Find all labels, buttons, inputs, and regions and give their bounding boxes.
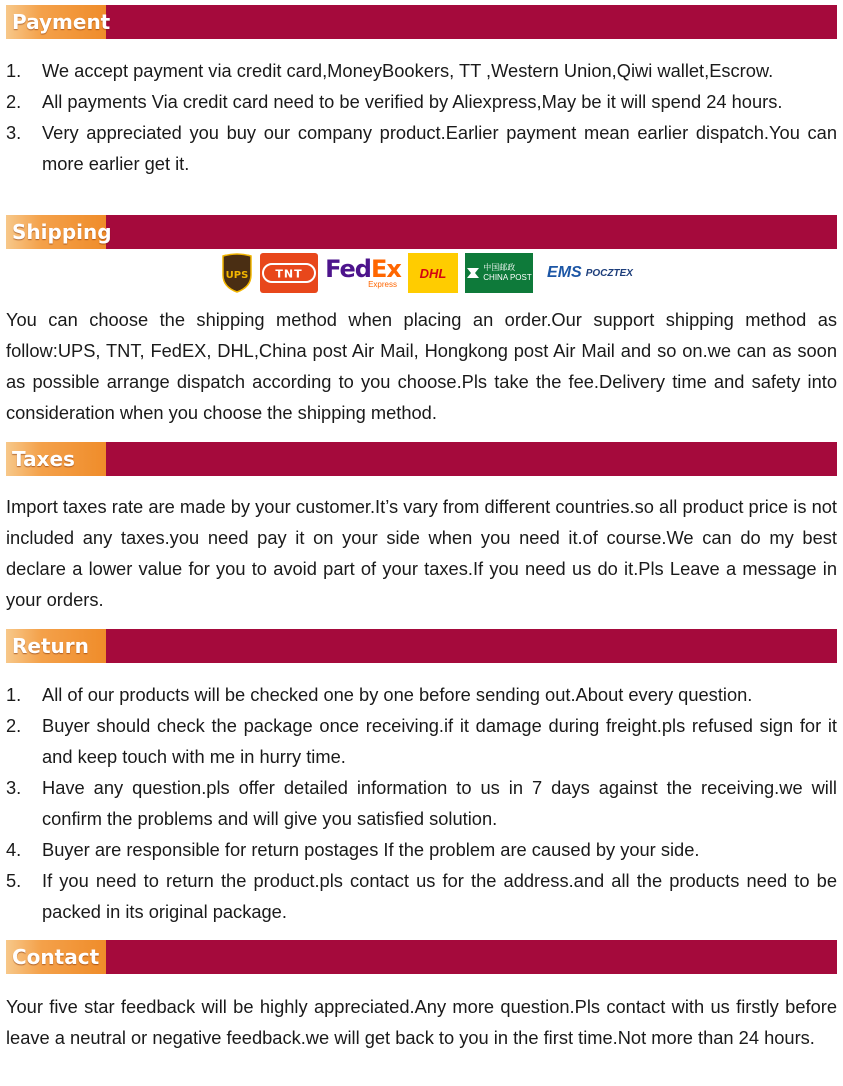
list-item: 1. We accept payment via credit card,MoneyBookers, TT ,Western Union,Qiwi wallet,Escrow.	[6, 60, 774, 81]
taxes-header	[6, 442, 837, 476]
shipping-title: Shipping	[6, 215, 106, 249]
list-item: 4. Buyer are responsible for return postages If the problem are caused by your side.	[6, 839, 700, 860]
taxes-title: Taxes	[6, 442, 106, 476]
contact-text: Your five star feedback will be highly appreciated.Any more question.Pls contact with us firstly before leave a neutral or negative feedback.we will get back to you in the first time.Not more than 24 hours.	[6, 996, 837, 1048]
return-title: Return	[6, 629, 106, 663]
list-item-text: Buyer should check the package once receiving.if it damage during freight.pls refused sign for it and keep touch with me in hurry time.	[42, 715, 837, 767]
list-item: 2. All payments Via credit card need to be verified by Aliexpress,May be it will spend 24 hours.	[6, 91, 783, 112]
list-item: 3. Very appreciated you buy our company product.Earlier payment mean earlier dispatch.You can more earlier get it.	[6, 122, 837, 174]
shipping-header	[6, 215, 837, 249]
taxes-text: Import taxes rate are made by your customer.It’s vary from different countries.so all product price is not included any taxes.you need pay it on your side when you need it.of course.We can do my best declare a lower value for you to avoid part of your taxes.If you need us do it.Pls Leave a message in your orders.	[6, 496, 837, 610]
list-item-text: All payments Via credit card need to be verified by Aliexpress,May be it will spend 24 hours.	[42, 91, 783, 112]
list-item-text: Very appreciated you buy our company product.Earlier payment mean earlier dispatch.You can more earlier get it.	[42, 122, 837, 174]
list-item-text: Have any question.pls offer detailed information to us in 7 days against the receiving.we will confirm the problems and will give you satisfied solution.	[42, 777, 837, 829]
list-item-text: Buyer are responsible for return postages If the problem are caused by your side.	[42, 839, 700, 860]
payment-list	[6, 55, 837, 179]
payment-title: Payment	[6, 5, 106, 39]
dhl-logo: DHL	[408, 253, 458, 293]
svg-text:TNT: TNT	[275, 267, 303, 281]
ups-logo	[221, 253, 253, 293]
list-item: 3. Have any question.pls offer detailed information to us in 7 days against the receiving.we will confirm the problems and will give you satisfied solution.	[6, 777, 837, 829]
list-item: 1. All of our products will be checked one by one before sending out.About every question.	[6, 684, 753, 705]
contact-title: Contact	[6, 940, 106, 974]
ems-pocztex-logo: EMS POCZTEX	[547, 264, 633, 281]
payment-header	[6, 5, 837, 39]
tnt-logo	[260, 253, 318, 293]
list-item: 2. Buyer should check the package once receiving.if it damage during freight.pls refused sign for it and keep touch with me in hurry time.	[6, 715, 837, 767]
carrier-logos	[221, 252, 640, 294]
list-item-text: We accept payment via credit card,MoneyBookers, TT ,Western Union,Qiwi wallet,Escrow.	[42, 60, 774, 81]
tnt-icon	[262, 262, 316, 284]
list-item: 5. If you need to return the product.pls contact us for the address.and all the products need to be packed in its original package.	[6, 870, 837, 922]
list-item-text: If you need to return the product.pls contact us for the address.and all the products need to be packed in its original package.	[42, 870, 837, 922]
ups-shield-icon	[221, 253, 253, 293]
china-post-logo: 中国邮政 CHINA POST	[465, 253, 533, 293]
return-header	[6, 629, 837, 663]
fedex-logo: FedEx Express	[325, 255, 401, 289]
shipping-text: You can choose the shipping method when placing an order.Our support shipping method as follow:UPS, TNT, FedEX, DHL,China post Air Mail, Hongkong post Air Mail and so on.we can as soon as possible arrange dispatch according to you choose.Pls take the fee.Delivery time and safety into consideration when you choose the shipping method.	[6, 309, 837, 423]
svg-text:UPS: UPS	[225, 270, 249, 281]
china-post-emblem-icon	[466, 264, 480, 282]
list-item-text: All of our products will be checked one by one before sending out.About every question.	[42, 684, 753, 705]
contact-header	[6, 940, 837, 974]
return-list	[6, 679, 837, 927]
